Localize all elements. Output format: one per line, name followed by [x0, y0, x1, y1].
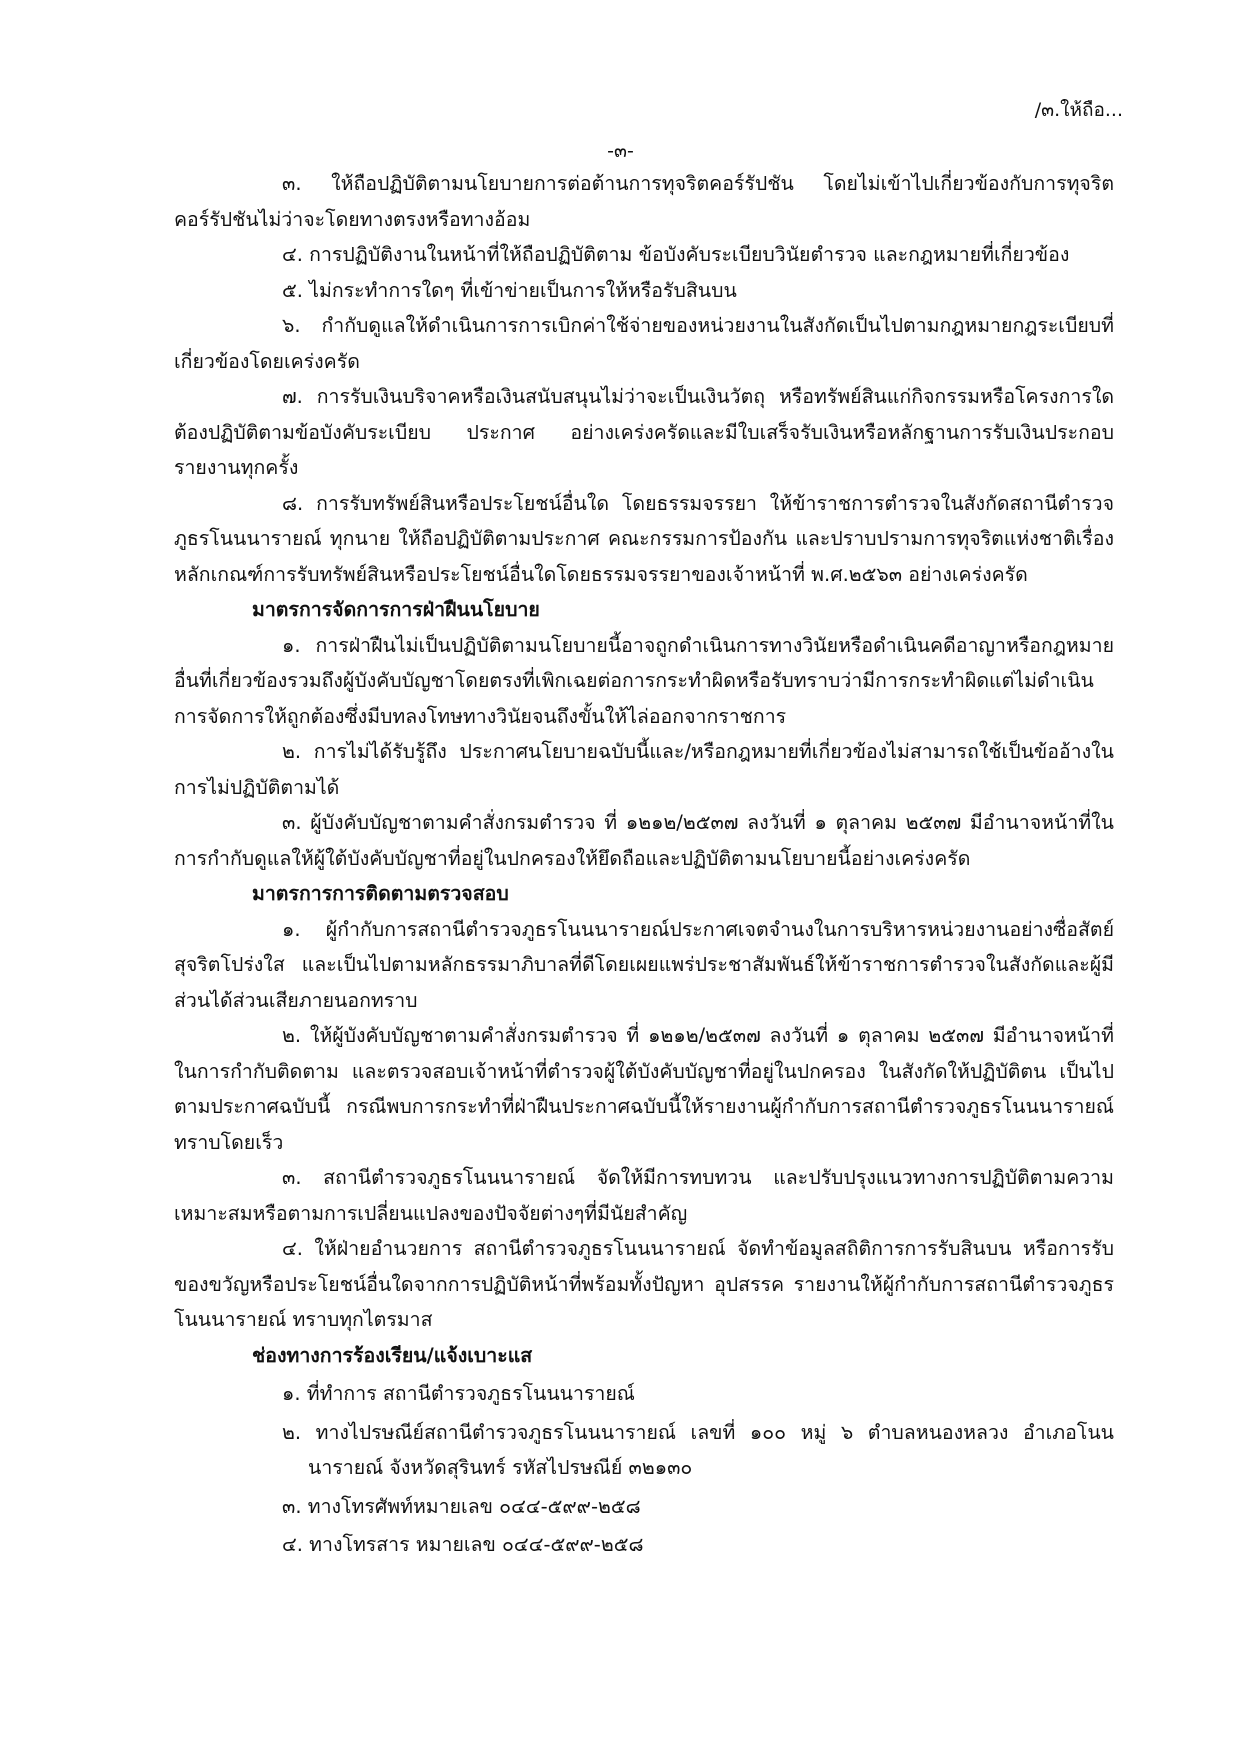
complaint-channel-1: ๑. ที่ทำการ สถานีตำรวจภูธรโนนนารายณ์	[282, 1382, 635, 1405]
policy-item-3: ๓. ให้ถือปฏิบัติตามนโยบายการต่อต้านการทุจริตคอร์รัปชัน โดยไม่เข้าไปเกี่ยวข้องกับการทุจริตคอร์รัปชันไม่ว่าจะโดยทางตรงหรือทางอ้อม	[174, 172, 1114, 231]
document-body	[174, 166, 1114, 1563]
policy-item-6: ๖. กำกับดูแลให้ดำเนินการการเบิกค่าใช้จ่ายของหน่วยงานในสังกัดเป็นไปตามกฎหมายกฎระเบียบที่เกี่ยวข้องโดยเคร่งครัด	[174, 314, 1114, 373]
monitoring-section	[174, 876, 1114, 1338]
violation-section	[174, 592, 1114, 876]
violation-item-3: ๓. ผู้บังคับบัญชาตามคำสั่งกรมตำรวจ ที่ ๑๒๑๒/๒๕๓๗ ลงวันที่ ๑ ตุลาคม ๒๕๓๗ มีอำนาจหน้าที่ในการกำกับดูแลให้ผู้ใต้บังคับบัญชาที่อยู่ในปกครองให้ยึดถือและปฏิบัติตามนโยบายนี้อย่างเคร่งครัด	[174, 811, 1114, 870]
monitoring-item-2: ๒. ให้ผู้บังคับบัญชาตามคำสั่งกรมตำรวจ ที่ ๑๒๑๒/๒๕๓๗ ลงวันที่ ๑ ตุลาคม ๒๕๓๗ มีอำนาจหน้าที่ในการกำกับติดตาม และตรวจสอบเจ้าหน้าที่ตำรวจผู้ใต้บังคับบัญชาที่อยู่ในปกครอง ในสังกัดให้ปฏิบัติตน เป็นไปตามประกาศฉบับนี้ กรณีพบการกระทำที่ฝ่าฝืนประกาศฉบับนี้ให้รายงานผู้กำกับการสถานีตำรวจภูธรโนนนารายณ์ ทราบโดยเร็ว	[174, 1024, 1114, 1154]
complaint-channel-2: ๒. ทางไปรษณีย์สถานีตำรวจภูธรโนนนารายณ์ เลขที่ ๑๐๐ หมู่ ๖ ตำบลหนองหลวง อำเภอโนนนารายณ์ จังหวัดสุรินทร์ รหัสไปรษณีย์ ๓๒๑๓๐	[282, 1420, 1114, 1479]
violation-item-1: ๑. การฝ่าฝืนไม่เป็นปฏิบัติตามนโยบายนี้อาจถูกดำเนินการทางวินัยหรือดำเนินคดีอาญาหรือกฎหมาย อื่นที่เกี่ยวข้องรวมถึงผู้บังคับบัญชาโดยตรงที่เพิกเฉยต่อการกระทำผิดหรือรับทราบว่ามีการกระทำผิดแต่ไม่ดำเนินการจัดการให้ถูกต้องซึ่งมีบทลงโทษทางวินัยจนถึงขั้นให้ไล่ออกจากราชการ	[174, 633, 1114, 728]
complaint-heading: ช่องทางการร้องเรียน/แจ้งเบาะแส	[252, 1343, 533, 1367]
policy-item-5: ๕. ไม่กระทำการใดๆ ที่เข้าข่ายเป็นการให้หรือรับสินบน	[282, 278, 737, 302]
monitoring-item-1: ๑. ผู้กำกับการสถานีตำรวจภูธรโนนนารายณ์ประกาศเจตจำนงในการบริหารหน่วยงานอย่างซื่อสัตย์สุจริตโปร่งใส และเป็นไปตามหลักธรรมาภิบาลที่ดีโดยเผยแพร่ประชาสัมพันธ์ให้ข้าราชการตำรวจในสังกัดและผู้มีส่วนได้ส่วนเสียภายนอกทราบ	[174, 917, 1114, 1012]
policy-item-8: ๘. การรับทรัพย์สินหรือประโยชน์อื่นใด โดยธรรมจรรยา ให้ข้าราชการตำรวจในสังกัดสถานีตำรวจภูธรโนนนารายณ์ ทุกนาย ให้ถือปฏิบัติตามประกาศ คณะกรรมการป้องกัน และปราบปรามการทุจริตแห่งชาติเรื่องหลักเกณฑ์การรับทรัพย์สินหรือประโยชน์อื่นใดโดยธรรมจรรยาของเจ้าหน้าที่ พ.ศ.๒๕๖๓ อย่างเคร่งครัด	[174, 491, 1114, 586]
violation-heading: มาตรการจัดการการฝ่าฝืนนโยบาย	[252, 598, 540, 621]
monitoring-item-3: ๓. สถานีตำรวจภูธรโนนนารายณ์ จัดให้มีการทบทวน และปรับปรุงแนวทางการปฏิบัติตามความเหมาะสมหรือตามการเปลี่ยนแปลงของปัจจัยต่างๆที่มีนัยสำคัญ	[174, 1166, 1114, 1225]
complaint-channel-3: ๓. ทางโทรศัพท์หมายเลข ๐๔๔-๕๙๙-๒๕๘	[282, 1494, 641, 1518]
continuation-marker: /๓.ให้ถือ...	[1034, 99, 1123, 121]
complaint-section	[174, 1338, 1114, 1563]
monitoring-heading: มาตรการการติดตามตรวจสอบ	[252, 882, 509, 905]
policy-item-7: ๗. การรับเงินบริจาคหรือเงินสนับสนุนไม่ว่าจะเป็นเงินวัตถุ หรือทรัพย์สินแก่กิจกรรมหรือโครงการใด ต้องปฏิบัติตามข้อบังคับระเบียบ ประกาศ อย่างเคร่งครัดและมีใบเสร็จรับเงินหรือหลักฐานการรับเงินประกอบรายงานทุกครั้ง	[174, 385, 1114, 479]
violation-item-2: ๒. การไม่ได้รับรู้ถึง ประกาศนโยบายฉบับนี้และ/หรือกฎหมายที่เกี่ยวข้องไม่สามารถใช้เป็นข้ออ้างในการไม่ปฏิบัติตามได้	[174, 740, 1114, 799]
policy-list	[174, 166, 1114, 592]
policy-item-4: ๔. การปฏิบัติงานในหน้าที่ให้ถือปฏิบัติตาม ข้อบังคับระเบียบวินัยตำรวจ และกฎหมายที่เกี่ยวข้อง	[282, 243, 1070, 266]
complaint-channel-4: ๔. ทางโทรสาร หมายเลข ๐๔๔-๕๙๙-๒๕๘	[282, 1533, 644, 1556]
page-number: -๓-	[607, 140, 634, 162]
monitoring-item-4: ๔. ให้ฝ่ายอำนวยการ สถานีตำรวจภูธรโนนนารายณ์ จัดทำข้อมูลสถิติการการรับสินบน หรือการรับของขวัญหรือประโยชน์อื่นใดจากการปฏิบัติหน้าที่พร้อมทั้งปัญหา อุปสรรค รายงานให้ผู้กำกับการสถานีตำรวจภูธรโนนนารายณ์ ทราบทุกไตรมาส	[174, 1237, 1114, 1331]
